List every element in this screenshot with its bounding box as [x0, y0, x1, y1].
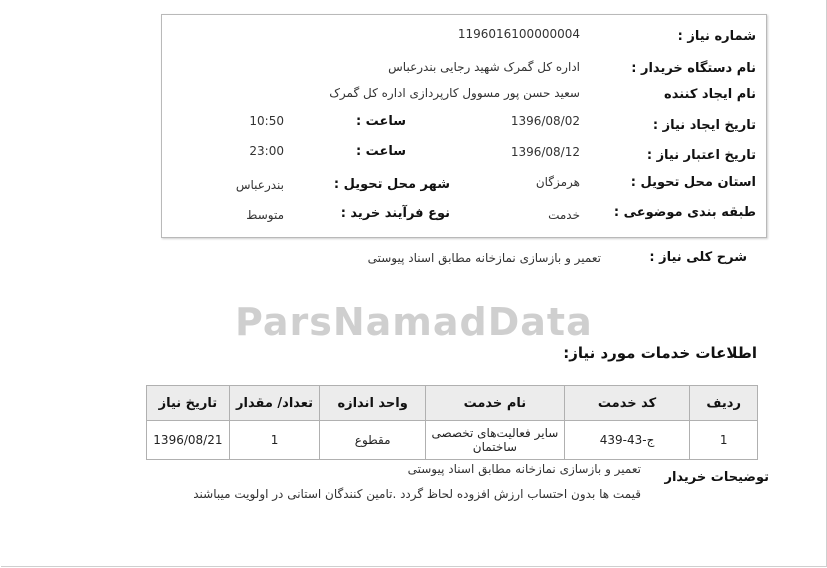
buyer-label: نام دستگاه خریدار :	[631, 61, 756, 76]
cell-need-date: 1396/08/21	[147, 421, 230, 460]
process-label: نوع فرآیند خرید :	[340, 206, 450, 221]
cell-service-name: سایر فعالیت‌های تخصصی ساختمان	[425, 421, 564, 460]
buyer-note-line-1: تعمیر و بازسازی نمازخانه مطابق اسناد پیوستی	[407, 462, 641, 476]
city-value: بندرعباس	[235, 178, 284, 192]
validity-time-value: 23:00	[249, 144, 284, 158]
create-time-value: 10:50	[249, 114, 284, 128]
cell-row-number: 1	[690, 421, 758, 460]
services-table	[146, 385, 758, 460]
table-header-row	[147, 386, 758, 421]
cell-service-code: ج-43-439	[564, 421, 690, 460]
col-header-quantity: تعداد/ مقدار	[229, 386, 320, 421]
buyer-value: اداره کل گمرک شهید رجایی بندرعباس	[388, 60, 580, 74]
create-time-label: ساعت :	[355, 114, 406, 129]
category-value: خدمت	[548, 208, 580, 222]
validity-date-value: 1396/08/12	[510, 145, 580, 159]
buyer-notes-label: توضیحات خریدار	[664, 470, 769, 485]
table-row	[147, 421, 758, 460]
need-number-value: 1196016100000004	[457, 27, 580, 41]
process-value: متوسط	[246, 208, 284, 222]
col-header-need-date: تاریخ نیاز	[147, 386, 230, 421]
general-desc-value: تعمیر و بازسازی نمازخانه مطابق اسناد پیوستی	[367, 251, 601, 265]
validity-date-label: تاریخ اعتبار نیاز :	[646, 148, 756, 163]
province-label: استان محل تحویل :	[630, 175, 756, 190]
create-date-label: تاریخ ایجاد نیاز :	[652, 118, 756, 133]
create-date-value: 1396/08/02	[510, 114, 580, 128]
tender-info-box	[161, 14, 767, 238]
cell-quantity: 1	[229, 421, 320, 460]
watermark-text: ParsNamadData	[235, 300, 593, 344]
need-number-label: شماره نیاز :	[677, 29, 756, 44]
city-label: شهر محل تحویل :	[333, 177, 450, 192]
creator-value: سعید حسن پور مسوول کارپردازی اداره کل گمرک	[329, 86, 580, 100]
province-value: هرمزگان	[535, 175, 580, 189]
col-header-row-number: ردیف	[690, 386, 758, 421]
category-label: طبقه بندی موضوعی :	[613, 205, 756, 220]
buyer-note-line-2: قیمت ها بدون احتساب ارزش افزوده لحاظ گردد .تامین کنندگان استانی در اولویت میباشند	[193, 487, 641, 501]
validity-time-label: ساعت :	[355, 144, 406, 159]
cell-unit: مقطوع	[320, 421, 426, 460]
col-header-service-name: نام خدمت	[425, 386, 564, 421]
creator-label: نام ایجاد کننده	[664, 87, 756, 102]
col-header-service-code: کد خدمت	[564, 386, 690, 421]
services-section-title: اطلاعات خدمات مورد نیاز:	[563, 344, 757, 362]
col-header-unit: واحد اندازه	[320, 386, 426, 421]
general-desc-label: شرح کلی نیاز :	[649, 250, 747, 265]
